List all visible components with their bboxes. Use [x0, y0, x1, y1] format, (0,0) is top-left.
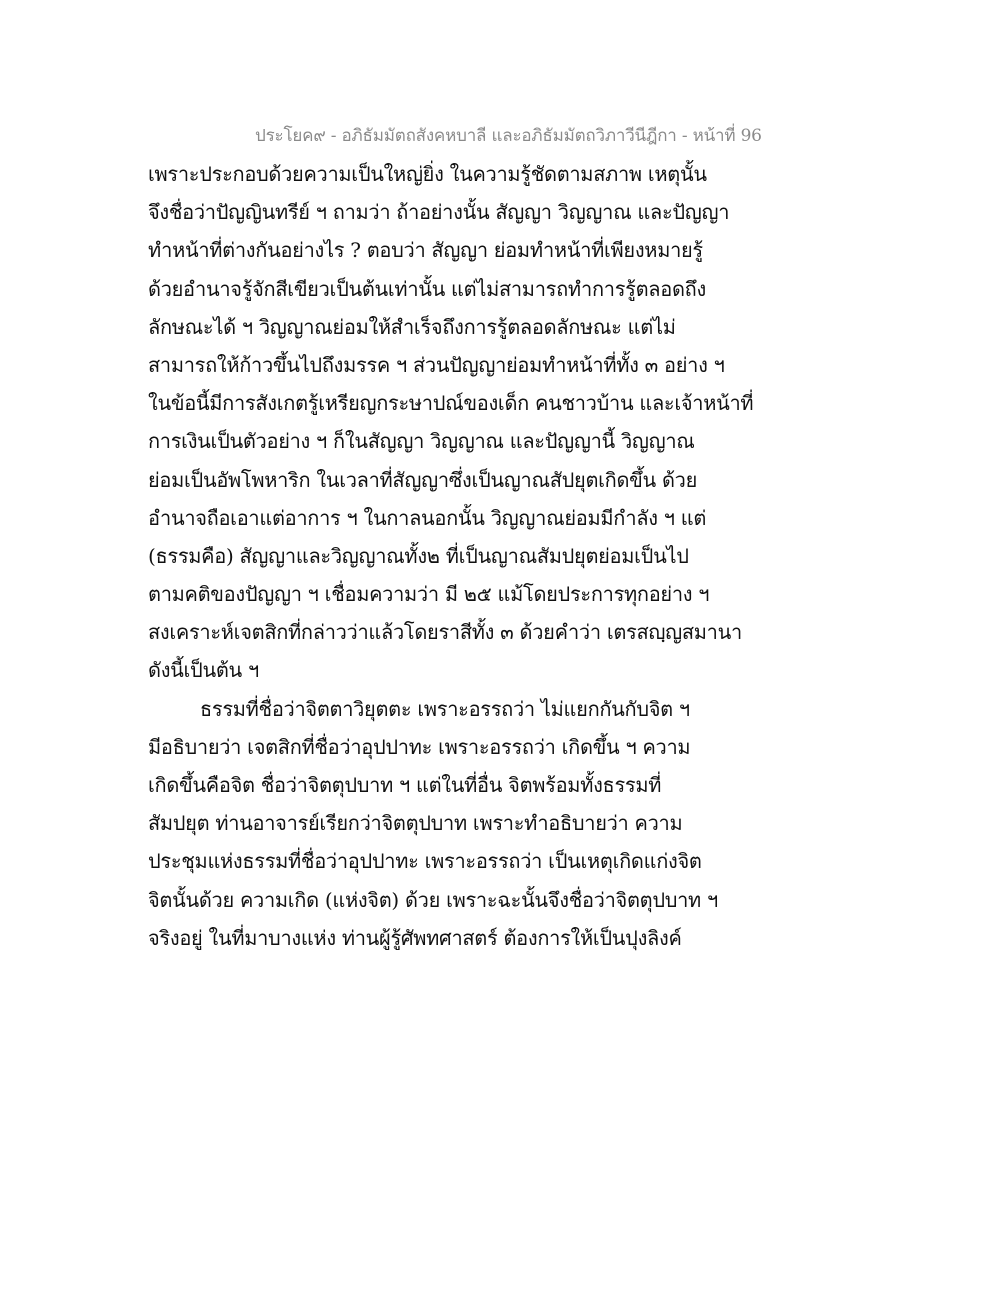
text-line: ในข้อนี้มีการสังเกตรู้เหรียญกระษาปณ์ของเด็ก คนชาวบ้าน และเจ้าหน้าที่: [148, 391, 754, 416]
text-line: เกิดขึ้นคือจิต ชื่อว่าจิตตุปบาท ฯ แต่ในที่อื่น จิตพร้อมทั้งธรรมที่: [148, 773, 662, 797]
paragraph-start-line: ธรรมที่ชื่อว่าจิตตาวิยุตตะ เพราะอรรถว่า ไม่แยกกันกับจิต ฯ: [200, 696, 690, 721]
text-line: การเงินเป็นตัวอย่าง ฯ ก็ในสัญญา วิญญาณ และปัญญานี้ วิญญาณ: [148, 429, 695, 454]
text-line: สามารถให้ก้าวขึ้นไปถึงมรรค ฯ ส่วนปัญญาย่อมทำหน้าที่ทั้ง ๓ อย่าง ฯ: [148, 352, 725, 377]
text-line: จึงชื่อว่าปัญญินทรีย์ ฯ ถามว่า ถ้าอย่างนั้น สัญญา วิญญาณ และปัญญา: [148, 200, 730, 225]
text-line: ลักษณะได้ ฯ วิญญาณย่อมให้สำเร็จถึงการรู้ตลอดลักษณะ แต่ไม่: [148, 314, 676, 339]
text-line: (ธรรมคือ) สัญญาและวิญญาณทั้ง๒ ที่เป็นญาณสัมปยุตย่อมเป็นไป: [148, 543, 689, 568]
text-line: ทำหน้าที่ต่างกันอย่างไร ? ตอบว่า สัญญา ย่อมทำหน้าที่เพียงหมายรู้: [148, 238, 703, 263]
text-line: ตามคติของปัญญา ฯ เชื่อมความว่า มี ๒๕ แม้โดยประการทุกอย่าง ฯ: [148, 582, 710, 607]
text-line: ประชุมแห่งธรรมที่ชื่อว่าอุปปาทะ เพราะอรรถว่า เป็นเหตุเกิดแก่งจิต: [148, 849, 702, 874]
text-line: เพราะประกอบด้วยความเป็นใหญ่ยิ่ง ในความรู้ชัดตามสภาพ เหตุนั้น: [148, 162, 707, 186]
text-line: ดังนี้เป็นต้น ฯ: [148, 658, 259, 683]
text-line: จริงอยู่ ในที่มาบางแห่ง ท่านผู้รู้ศัพทศาสตร์ ต้องการให้เป็นปุงลิงค์: [148, 925, 682, 950]
text-line: ย่อมเป็นอัพโพหาริก ในเวลาที่สัญญาซึ่งเป็นญาณสัปยุตเกิดขึ้น ด้วย: [148, 467, 698, 492]
text-line: สัมปยุต ท่านอาจารย์เรียกว่าจิตตุปบาท เพราะทำอธิบายว่า ความ: [148, 811, 683, 836]
text-line: มีอธิบายว่า เจตสิกที่ชื่อว่าอุปปาทะ เพราะอรรถว่า เกิดขึ้น ฯ ความ: [148, 734, 691, 759]
text-line: สงเคราะห์เจตสิกที่กล่าวว่าแล้วโดยราสีทั้ง ๓ ด้วยคำว่า เตรสญฺญสมานา: [148, 620, 742, 645]
body-text: [148, 155, 754, 957]
text-line: อำนาจถือเอาแต่อาการ ฯ ในกาลนอกนั้น วิญญาณย่อมมีกำลัง ฯ แต่: [148, 505, 707, 530]
text-line: ด้วยอำนาจรู้จักสีเขียวเป็นต้นเท่านั้น แต่ไม่สามารถทำการรู้ตลอดถึง: [148, 276, 706, 301]
running-header: ประโยค๙ - อภิธัมมัตถสังคหบาลี และอภิธัมมัตถวิภาวีนีฎีกา - หน้าที่ 96: [255, 126, 762, 146]
text-line: จิตนั้นด้วย ความเกิด (แห่งจิต) ด้วย เพราะฉะนั้นจึงชื่อว่าจิตตุปบาท ฯ: [148, 887, 718, 912]
